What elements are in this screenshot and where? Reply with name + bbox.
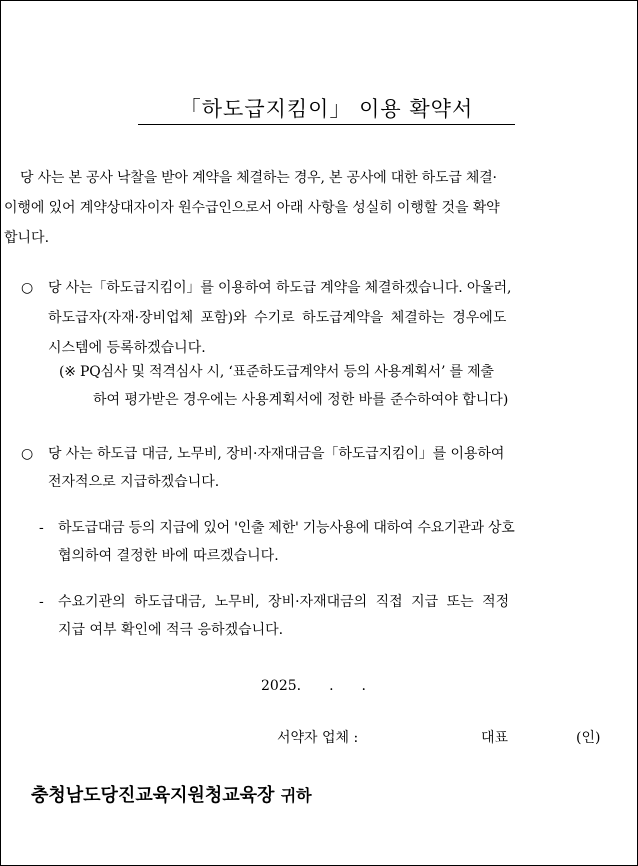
sub2-dash: - [39,594,44,610]
item2-bullet: ○ [21,446,34,462]
date-line: 2025. . . [261,678,366,694]
item1-bullet: ○ [21,280,34,296]
item1-line-3: 시스템에 등록하겠습니다. [48,340,206,356]
intro-line-1 [20,163,632,193]
item1-note-1: (※ PQ심사 및 적격심사 시, ‘표준하도급계약서 등의 사용계획서’ 를 제출 [59,364,494,380]
item1-line-2: 하도급자(자재·장비업체 포함)와 수기로 하도급계약을 체결하는 경우에도 [48,310,507,326]
signer-label: 서약자 업체 : [277,730,359,746]
recipient [31,781,312,811]
item1-line-1: 당 사는「하도급지킴이」를 이용하여 하도급 계약을 체결하겠습니다. 아울러, [48,280,512,296]
recipient-suffix: 귀하 [280,786,312,805]
intro-line-3: 합니다. [4,230,50,246]
sub2-line-2: 지급 여부 확인에 적극 응하겠습니다. [58,622,284,638]
item2-line-2: 전자적으로 지급하겠습니다. [48,474,220,490]
item1-note-2: 하여 평가받은 경우에는 사용계획서에 정한 바를 준수하여야 합니다) [93,392,509,408]
signer-representative: 대표 [481,730,509,746]
signer-seal: (인) [576,730,601,746]
sub1-dash: - [39,520,44,536]
sub2-line-1: 수요기관의 하도급대금, 노무비, 장비·자재대금의 직접 지급 또는 적정 [58,594,510,610]
item2-line-1: 당 사는 하도급 대금, 노무비, 장비·자재대금을「하도급지킴이」를 이용하여 [48,446,505,462]
intro-line-2: 이행에 있어 계약상대자이자 원수급인으로서 아래 사항을 성실히 이행할 것을 확약 [4,200,500,216]
recipient-name: 충청남도당진교육지원청교육장 [31,785,275,806]
sub1-line-2: 협의하여 결정한 바에 따르겠습니다. [58,548,279,564]
sub1-line-1: 하도급대금 등의 지급에 있어 '인출 제한' 기능사용에 대하여 수요기관과 상호 [58,520,515,536]
intro-line-1-text: 당 사는 본 공사 낙찰을 받아 계약을 체결하는 경우, 본 공사에 대한 하도급 체결· [20,170,497,186]
document-title: 「하도급지킴이」 이용 확약서 [138,95,515,125]
